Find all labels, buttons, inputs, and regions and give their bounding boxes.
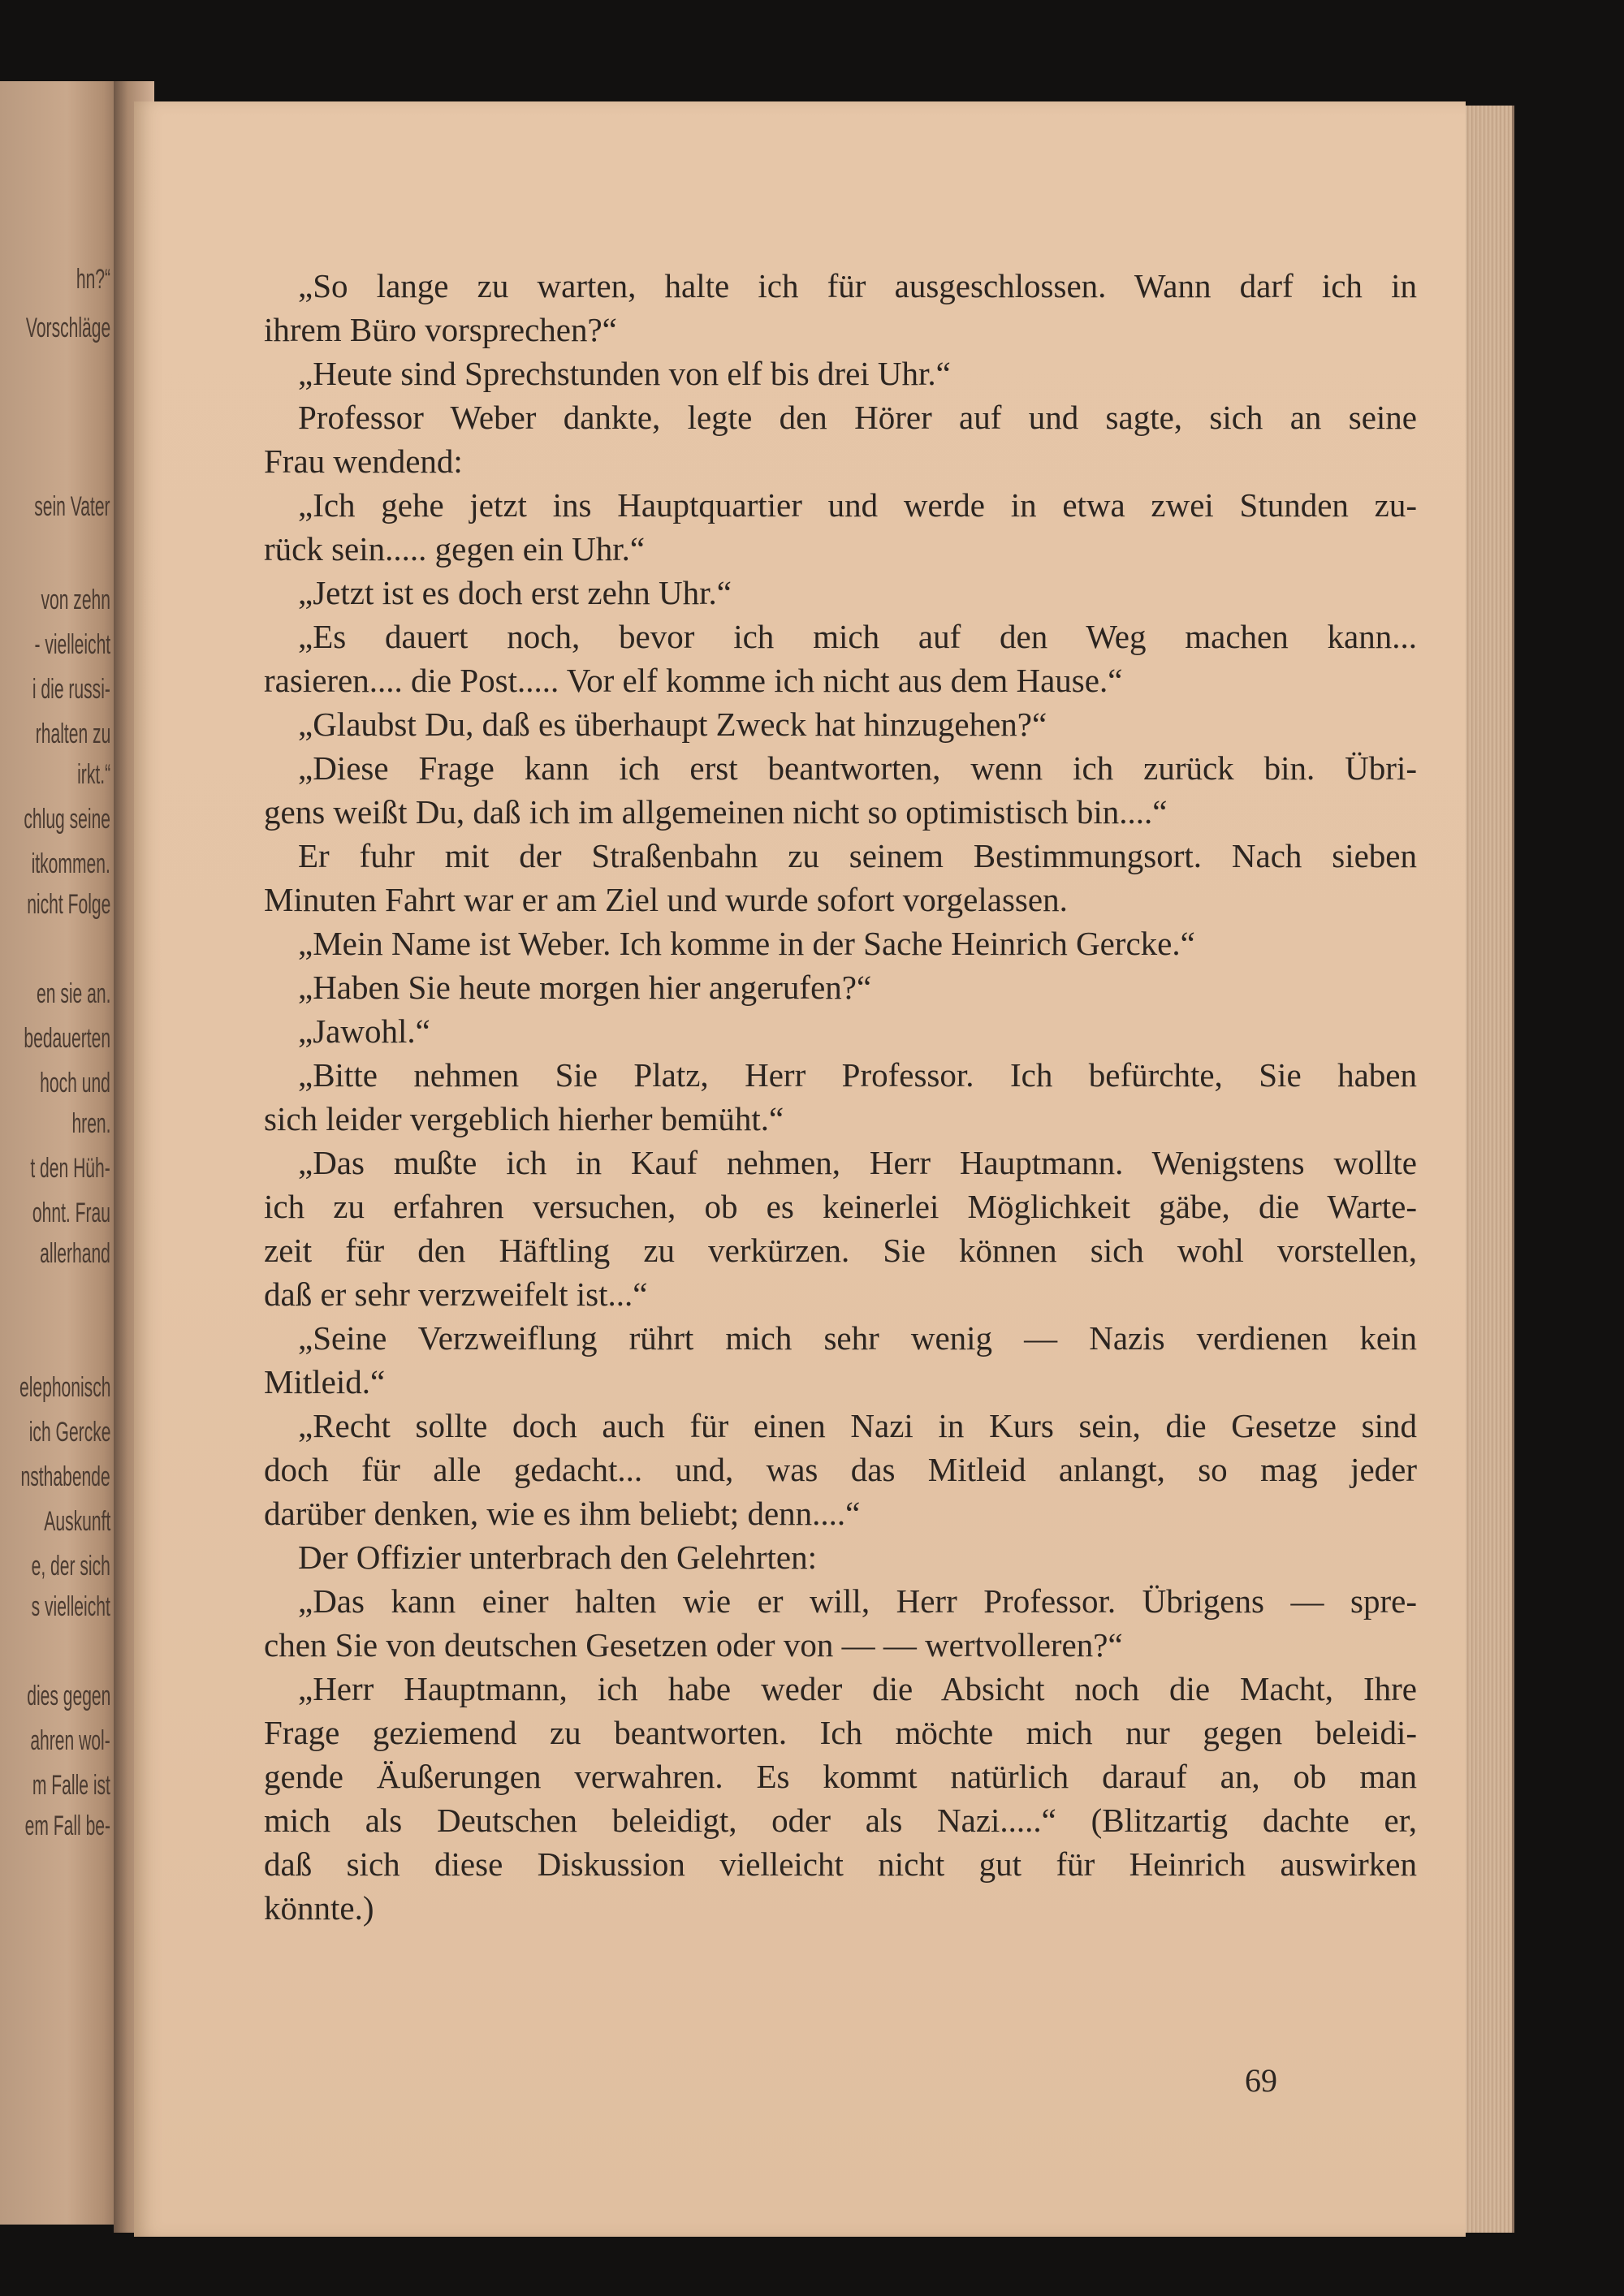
text-line: „Ich gehe jetzt ins Hauptquartier und werde in etwa zwei Stunden zu- xyxy=(298,486,1417,524)
left-page-fragment: chlug seine xyxy=(24,804,110,835)
text-line: „Bitte nehmen Sie Platz, Herr Professor. Ich befürchte, Sie haben xyxy=(298,1056,1417,1094)
left-page-fragment: hn?“ xyxy=(76,264,110,295)
text-line: rück sein..... gegen ein Uhr.“ xyxy=(264,530,646,568)
left-page-fragment: allerhand xyxy=(40,1238,110,1269)
left-page xyxy=(0,81,122,2225)
left-page-fragment: Vorschläge xyxy=(25,313,110,343)
left-page-fragment: irkt.“ xyxy=(77,759,110,790)
text-line: gens weißt Du, daß ich im allgemeinen nicht so optimistisch bin....“ xyxy=(264,793,1168,831)
text-line: „So lange zu warten, halte ich für ausgeschlossen. Wann darf ich in xyxy=(298,267,1417,304)
text-line: „Mein Name ist Weber. Ich komme in der Sache Heinrich Gercke.“ xyxy=(298,925,1195,962)
left-page-fragment: itkommen. xyxy=(31,848,110,879)
left-page-fragment: en sie an. xyxy=(36,978,110,1009)
left-page-fragment: von zehn xyxy=(41,585,110,615)
page-edges xyxy=(1460,106,1514,2233)
left-page-fragment: dies gegen xyxy=(26,1681,110,1711)
left-page-fragment: hoch und xyxy=(40,1068,110,1098)
left-page-fragment: i die russi- xyxy=(32,674,110,705)
text-line: daß er sehr verzweifelt ist...“ xyxy=(264,1275,648,1313)
text-line: „Haben Sie heute morgen hier angerufen?“ xyxy=(298,969,872,1006)
text-line: „Jawohl.“ xyxy=(298,1012,430,1050)
left-page-fragment: bedauerten xyxy=(24,1023,110,1054)
text-line: „Herr Hauptmann, ich habe weder die Absicht noch die Macht, Ihre xyxy=(298,1670,1417,1707)
text-line: „Recht sollte doch auch für einen Nazi in Kurs sein, die Gesetze sind xyxy=(298,1407,1417,1444)
left-page-fragment: em Fall be- xyxy=(24,1810,110,1841)
page-number: 69 xyxy=(1245,2062,1277,2099)
left-page-fragment: s vielleicht xyxy=(31,1591,110,1622)
left-page-fragment: e, der sich xyxy=(31,1551,110,1582)
left-page-fragment: hren. xyxy=(71,1108,110,1139)
text-line: ihrem Büro vorsprechen?“ xyxy=(264,311,617,348)
text-line: „Glaubst Du, daß es überhaupt Zweck hat hinzugehen?“ xyxy=(298,706,1047,743)
text-line: „Das kann einer halten wie er will, Herr Professor. Übrigens — spre- xyxy=(298,1582,1417,1620)
text-line: „Diese Frage kann ich erst beantworten, wenn ich zurück bin. Übri- xyxy=(298,749,1417,787)
text-line: chen Sie von deutschen Gesetzen oder von — — wertvolleren?“ xyxy=(264,1626,1123,1664)
text-line: Der Offizier unterbrach den Gelehrten: xyxy=(298,1539,817,1576)
text-line: doch für alle gedacht... und, was das Mitleid anlangt, so mag jeder xyxy=(264,1451,1417,1488)
text-line: zeit für den Häftling zu verkürzen. Sie können sich wohl vorstellen, xyxy=(264,1232,1417,1269)
text-line: „Das mußte ich in Kauf nehmen, Herr Hauptmann. Wenigstens wollte xyxy=(298,1144,1417,1181)
text-line: „Es dauert noch, bevor ich mich auf den Weg machen kann... xyxy=(298,618,1417,655)
text-line: Minuten Fahrt war er am Ziel und wurde sofort vorgelassen. xyxy=(264,881,1068,918)
left-page-fragment: nicht Folge xyxy=(26,889,110,920)
left-page-fragment: t den Hüh- xyxy=(30,1153,110,1184)
text-line: darüber denken, wie es ihm beliebt; denn....“ xyxy=(264,1495,861,1532)
left-page-fragment: m Falle ist xyxy=(32,1770,110,1801)
text-line: Frage geziemend zu beantworten. Ich möchte mich nur gegen beleidi- xyxy=(264,1714,1417,1751)
left-page-fragment: ich Gercke xyxy=(28,1417,110,1448)
left-page-fragment: - vielleicht xyxy=(34,629,110,660)
left-page-fragment: elephonisch xyxy=(19,1372,110,1403)
left-page-fragment: nsthabende xyxy=(20,1461,110,1492)
text-line: mich als Deutschen beleidigt, oder als Nazi.....“ (Blitzartig dachte er, xyxy=(264,1802,1417,1839)
text-line: daß sich diese Diskussion vielleicht nicht gut für Heinrich auswirken xyxy=(264,1845,1417,1883)
text-line: Mitleid.“ xyxy=(264,1363,386,1400)
text-line: Er fuhr mit der Straßenbahn zu seinem Bestimmungsort. Nach sieben xyxy=(298,837,1417,874)
left-page-fragment: ahren wol- xyxy=(30,1725,110,1756)
text-line: sich leider vergeblich hierher bemüht.“ xyxy=(264,1100,784,1137)
text-line: Professor Weber dankte, legte den Hörer auf und sagte, sich an seine xyxy=(298,399,1417,436)
text-line: gende Äußerungen verwahren. Es kommt natürlich darauf an, ob man xyxy=(264,1758,1417,1795)
text-line: „Jetzt ist es doch erst zehn Uhr.“ xyxy=(298,574,732,611)
text-line: „Heute sind Sprechstunden von elf bis drei Uhr.“ xyxy=(298,355,951,392)
text-line: „Seine Verzweiflung rührt mich sehr wenig — Nazis verdienen kein xyxy=(298,1319,1417,1357)
left-page-fragment: Auskunft xyxy=(43,1506,110,1537)
text-line: Frau wendend: xyxy=(264,442,463,480)
text-line: rasieren.... die Post..... Vor elf komme ich nicht aus dem Hause.“ xyxy=(264,662,1123,699)
body-text xyxy=(264,264,1417,1930)
left-page-fragment: sein Vater xyxy=(34,491,110,522)
left-page-fragment: rhalten zu xyxy=(35,719,110,749)
right-page xyxy=(134,101,1466,2237)
text-line: ich zu erfahren versuchen, ob es keinerlei Möglichkeit gäbe, die Warte- xyxy=(264,1188,1417,1225)
text-line: könnte.) xyxy=(264,1889,374,1927)
left-page-fragment: ohnt. Frau xyxy=(32,1198,110,1228)
